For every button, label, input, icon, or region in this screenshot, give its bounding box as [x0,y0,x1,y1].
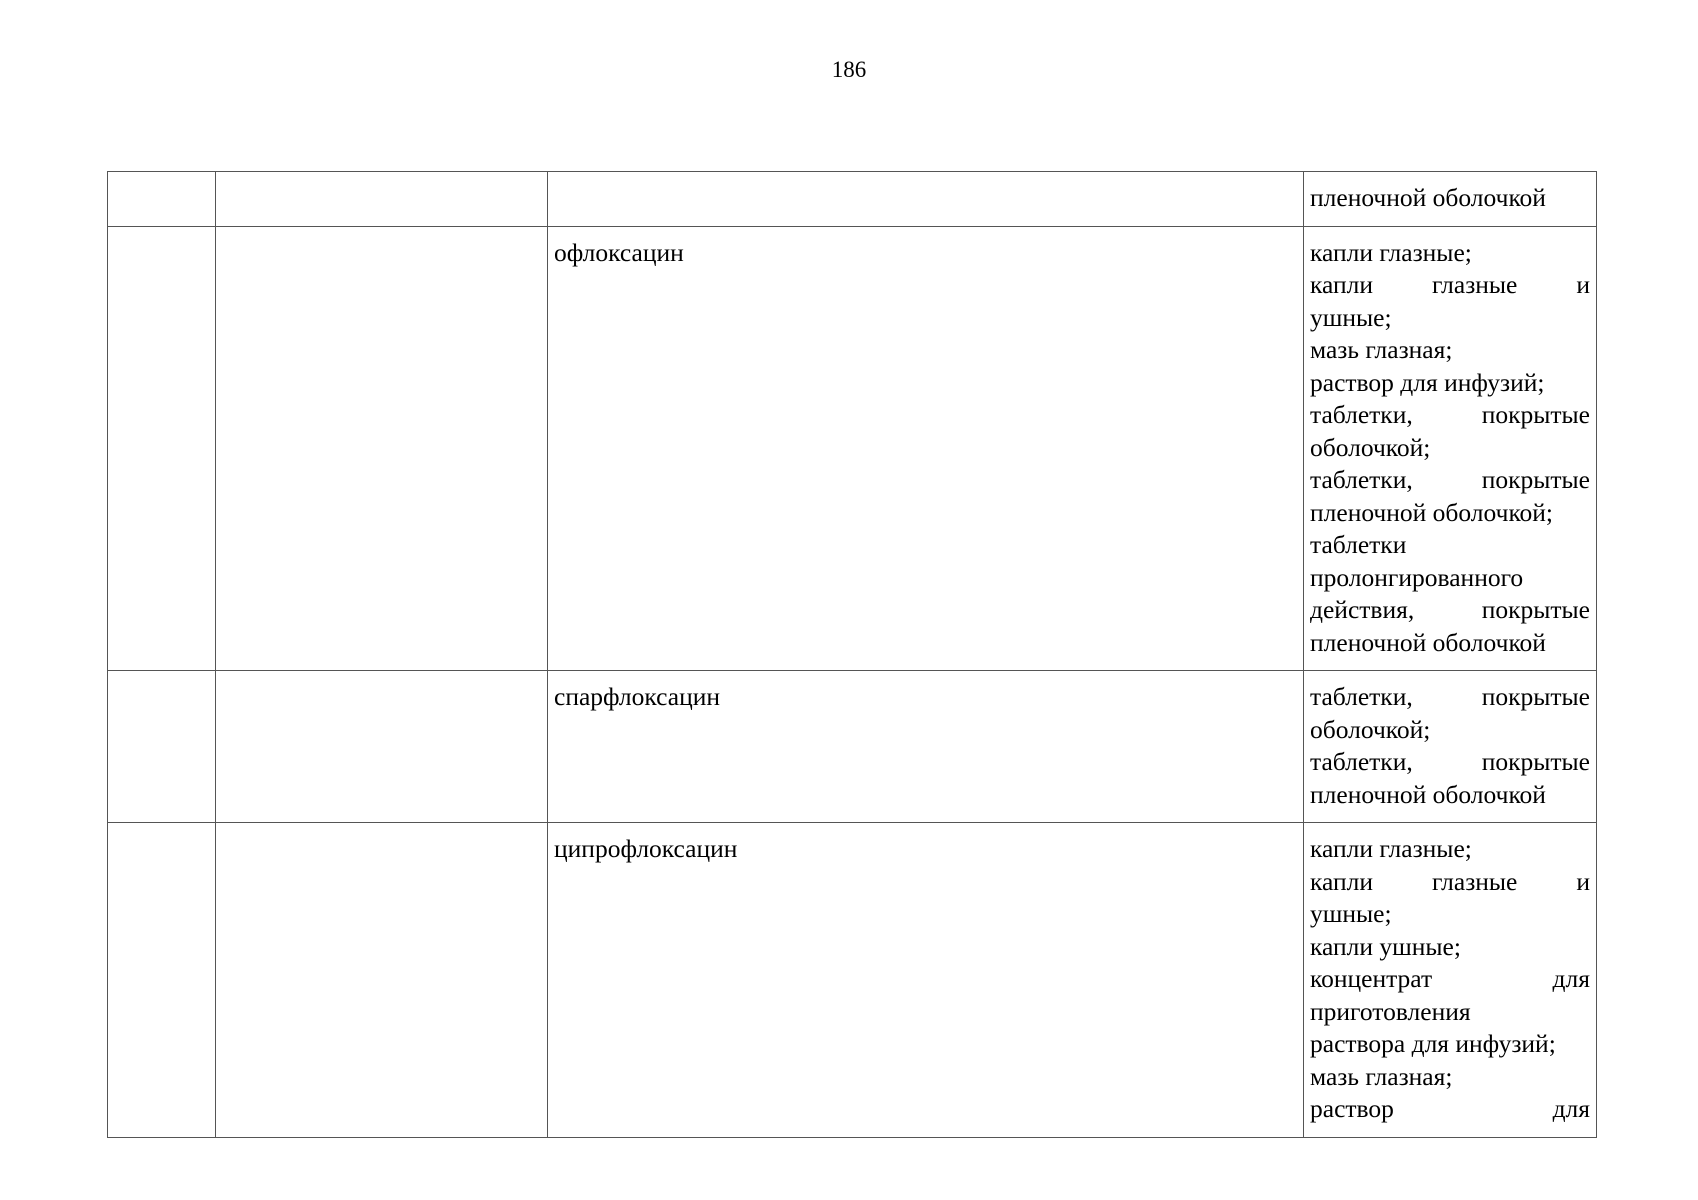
group-name-cell [216,823,548,1138]
dosage-form-line: раствора для инфузий; [1310,1029,1556,1058]
dosage-form-line: таблетки, покрытые [1310,400,1590,429]
dosage-forms-cell [1304,172,1597,227]
dosage-form-line: таблетки, покрытые [1310,682,1590,711]
table-row [108,226,1597,671]
dosage-form-line: концентрат для [1310,964,1590,993]
dosage-form-line: пленочной оболочкой [1310,779,1546,809]
table-row [108,823,1597,1138]
dosage-form-line: мазь глазная; [1310,335,1453,364]
group-name-cell [216,226,548,671]
dosage-form-line: ушные; [1310,899,1392,928]
dosage-form-line: пленочной оболочкой [1310,183,1546,212]
table-body [108,172,1597,1138]
atc-code-cell [108,671,216,823]
dosage-form-line: оболочкой; [1310,714,1431,744]
table-row [108,671,1597,823]
atc-code-cell [108,172,216,227]
dosage-forms-cell [1304,823,1597,1138]
dosage-forms-cell [1304,671,1597,823]
dosage-form-line: капли глазные и [1310,866,1590,896]
dosage-form-line: раствор для [1310,1094,1590,1123]
group-name-cell [216,671,548,823]
dosage-form-line: оболочкой; [1310,432,1431,462]
atc-code-cell [108,226,216,671]
dosage-forms-cell [1304,226,1597,671]
dosage-form-line: таблетки, покрытые [1310,747,1590,776]
table-row [108,172,1597,227]
dosage-form-line: капли глазные и [1310,270,1590,299]
dosage-form-line: капли глазные; [1310,237,1472,267]
dosage-form-line: пролонгированного [1310,562,1524,592]
dosage-form-line: раствор для инфузий; [1310,367,1545,397]
dosage-form-line: таблетки, покрытые [1310,465,1590,494]
drug-table [107,171,1597,1138]
dosage-form-line: мазь глазная; [1310,1061,1453,1091]
drug-name-cell: спарфлоксацин [548,671,1304,823]
dosage-form-line: капли ушные; [1310,931,1461,961]
dosage-form-line: пленочной оболочкой [1310,627,1546,657]
atc-code-cell [108,823,216,1138]
dosage-form-line: ушные; [1310,302,1392,332]
drug-name-cell: ципрофлоксацин [548,823,1304,1138]
dosage-form-line: действия, покрытые [1310,595,1590,624]
dosage-form-line: капли глазные; [1310,834,1472,863]
group-name-cell [216,172,548,227]
dosage-form-line: пленочной оболочкой; [1310,497,1554,527]
dosage-form-line: приготовления [1310,996,1471,1026]
page-number: 186 [831,57,867,82]
dosage-form-line: таблетки [1310,530,1407,559]
drug-name-cell: офлоксацин [548,226,1304,671]
drug-name-cell [548,172,1304,227]
